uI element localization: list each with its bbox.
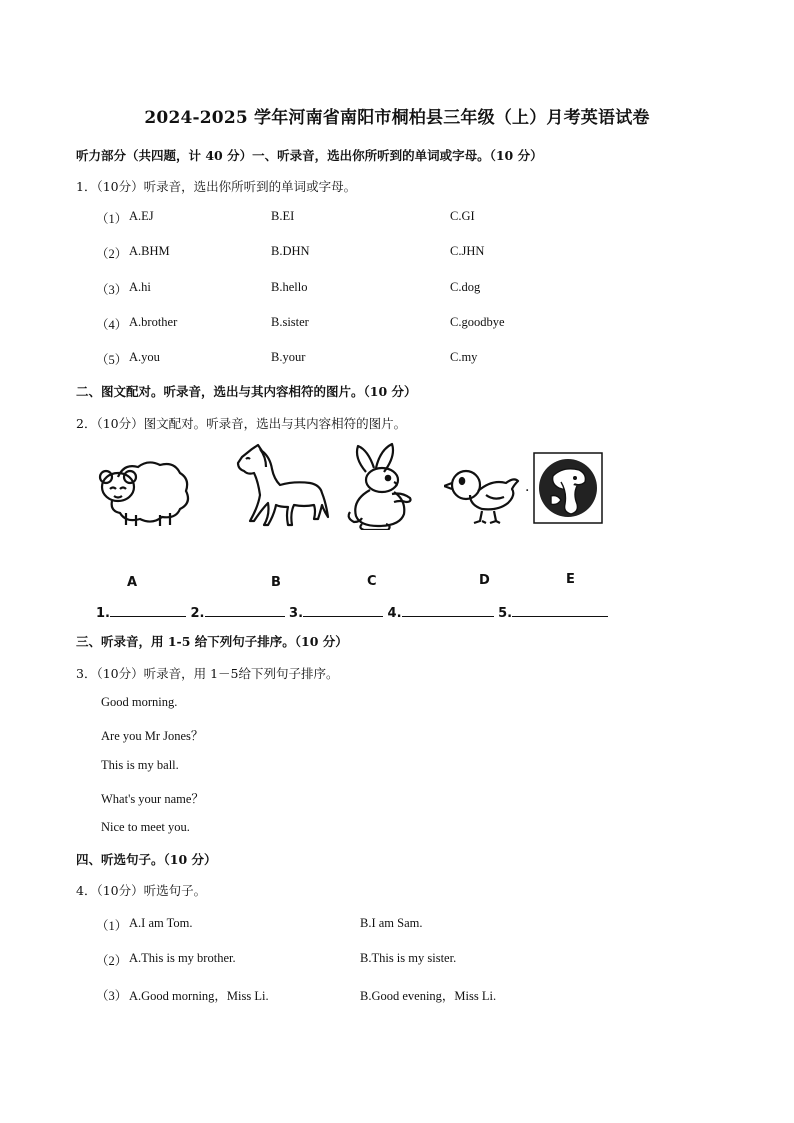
option-b: B.Good evening，Miss Li. [360, 989, 497, 1003]
chick-icon [444, 461, 520, 525]
answer-blank[interactable] [402, 603, 494, 617]
option-c: C.dog [450, 280, 481, 294]
blank-label: 4. [387, 606, 402, 621]
sentence: This is my ball. [101, 758, 179, 772]
option-number: （2） [96, 954, 128, 968]
horse-icon [236, 443, 330, 531]
option-number: （1） [96, 919, 128, 933]
dog-icon [533, 452, 603, 524]
option-b: B.your [271, 350, 306, 364]
option-c: C.goodbye [450, 315, 505, 329]
picture-label-e: E [566, 572, 575, 587]
question1-prompt: 1．（10分）听录音，选出你所听到的单词或字母。 [76, 179, 357, 194]
question2-prompt: 2．（10分）图文配对。听录音，选出与其内容相符的图片。 [76, 416, 407, 431]
option-b: B.DHN [271, 244, 310, 258]
option-b: B.I am Sam. [360, 916, 423, 930]
sentence: Nice to meet you. [101, 820, 190, 834]
question4-prompt: 4．（10分）听选句子。 [76, 883, 207, 898]
option-number: （3） [96, 989, 128, 1003]
option-b: B.This is my sister. [360, 951, 457, 965]
option-a: A.you [129, 350, 160, 364]
picture-label-d: D [479, 573, 490, 588]
option-b: B.hello [271, 280, 308, 294]
sentence: Are you Mr Jones？ [101, 729, 204, 743]
picture-label-c: C [367, 574, 377, 589]
question3-prompt: 3．（10分）听录音，用 1－5给下列句子排序。 [76, 666, 339, 681]
option-c: C.GI [450, 209, 475, 223]
blank-label: 1. [96, 606, 110, 621]
sentence: What's your name？ [101, 792, 204, 806]
blank-label: 2. [190, 606, 205, 621]
separator-dot: · [525, 483, 530, 499]
section2-header: 二、图文配对。听录音，选出与其内容相符的图片。（10 分） [76, 384, 417, 399]
picture-label-b: B [271, 575, 281, 590]
option-a: A.This is my brother. [129, 951, 236, 965]
answer-blank[interactable] [205, 603, 285, 617]
option-number: （5） [96, 353, 128, 367]
option-a: A.Good morning，Miss Li. [129, 989, 269, 1003]
rabbit-icon [344, 442, 420, 530]
option-a: A.BHM [129, 244, 170, 258]
page-title: 2024-2025 学年河南省南阳市桐柏县三年级（上）月考英语试卷 [144, 108, 650, 128]
option-number: （4） [96, 318, 128, 332]
option-a: A.hi [129, 280, 151, 294]
section3-header: 三、听录音，用 1-5 给下列句子排序。（10 分） [76, 634, 348, 649]
answer-blank[interactable] [512, 603, 608, 617]
option-a: A.EJ [129, 209, 154, 223]
option-c: C.my [450, 350, 478, 364]
option-a: A.I am Tom. [129, 916, 193, 930]
answer-blank[interactable] [110, 603, 186, 617]
picture-label-a: A [127, 575, 138, 590]
option-b: B.sister [271, 315, 309, 329]
sentence: Good morning. [101, 695, 178, 709]
option-b: B.EI [271, 209, 295, 223]
sheep-icon [96, 455, 196, 527]
option-a: A.brother [129, 315, 178, 329]
blank-label: 3. [289, 606, 304, 621]
section4-header: 四、听选句子。（10 分） [76, 852, 217, 867]
option-c: C.JHN [450, 244, 485, 258]
option-number: （2） [96, 247, 128, 261]
option-number: （3） [96, 283, 128, 297]
answer-blank[interactable] [303, 603, 383, 617]
option-number: （1） [96, 212, 128, 226]
section1-header: 听力部分（共四题，计 40 分）一、听录音，选出你所听到的单词或字母。（10 分） [76, 148, 543, 163]
answer-blanks [96, 603, 608, 621]
blank-label: 5. [498, 606, 513, 621]
